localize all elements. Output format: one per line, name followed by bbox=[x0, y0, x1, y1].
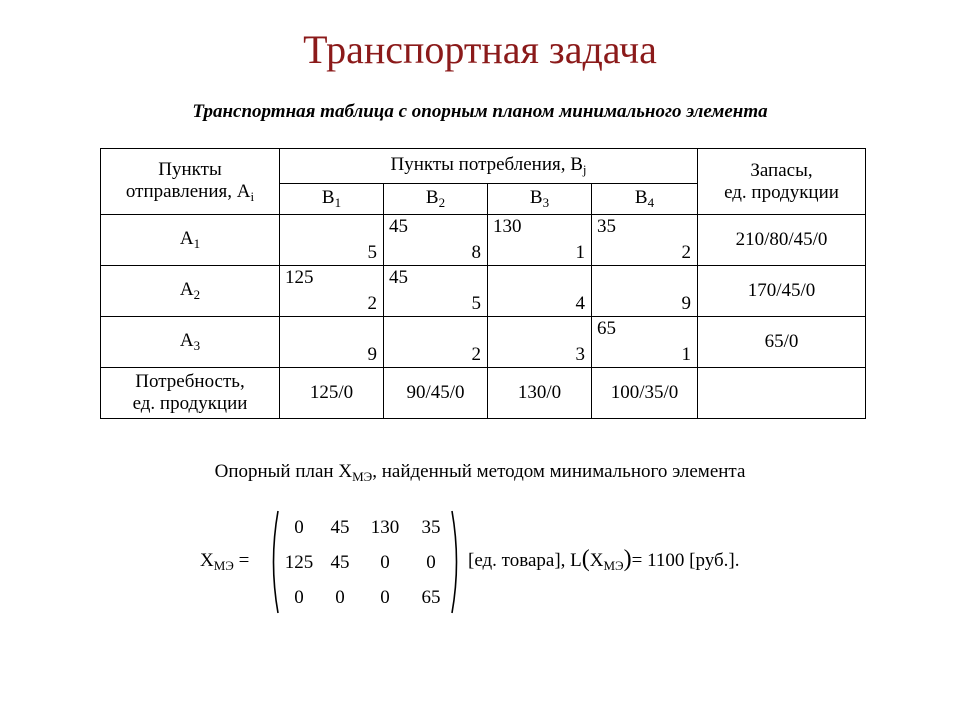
table-row-a3 bbox=[101, 317, 866, 368]
page-title: Транспортная задача bbox=[303, 27, 657, 72]
origin-label-a2: $A_2$ bbox=[101, 266, 280, 317]
formula-lhs: $X_{МЭ}$ = bbox=[200, 550, 250, 573]
table-cell: 65 1 bbox=[592, 317, 698, 368]
table-subtitle: Транспортная таблица с опорным планом минимального элемента bbox=[192, 101, 768, 122]
demand-empty-cell bbox=[698, 368, 866, 419]
matrix-row: 125 45 0 0 bbox=[284, 552, 436, 573]
supply-header: Запасы, ед. продукции bbox=[698, 149, 866, 215]
demand-value: 100/35/0 bbox=[592, 368, 698, 419]
consumer-col-b2: $B_2$ bbox=[384, 184, 488, 215]
origin-label-a3: $A_3$ bbox=[101, 317, 280, 368]
origin-header: Пункты отправления, $A_i$ bbox=[101, 149, 280, 215]
matrix-row: 0 45 130 35 bbox=[294, 517, 441, 538]
table-cell: 45 5 bbox=[384, 266, 488, 317]
demand-value: 90/45/0 bbox=[384, 368, 488, 419]
table-cell: 9 bbox=[280, 317, 384, 368]
table-row-a2 bbox=[101, 266, 866, 317]
supply-value-a1: 210/80/45/0 bbox=[698, 215, 866, 266]
plan-formula bbox=[0, 508, 960, 616]
formula-objective: [ед. товара], $L(X_{МЭ})= 1100$ [руб.]. bbox=[468, 546, 740, 573]
plan-caption: Опорный план $X_{МЭ}$, найденный методом минимального элемента bbox=[214, 461, 746, 484]
consumer-col-b1: $B_1$ bbox=[280, 184, 384, 215]
table-cell: 4 bbox=[488, 266, 592, 317]
table-cell: 3 bbox=[488, 317, 592, 368]
consumer-col-b3: $B_3$ bbox=[488, 184, 592, 215]
supply-value-a2: 170/45/0 bbox=[698, 266, 866, 317]
consumers-header: Пункты потребления, $B_j$ bbox=[280, 149, 698, 184]
table-cell: 35 2 bbox=[592, 215, 698, 266]
consumer-col-b4: $B_4$ bbox=[592, 184, 698, 215]
supply-value-a3: 65/0 bbox=[698, 317, 866, 368]
plan-matrix bbox=[266, 508, 464, 616]
table-cell: 130 1 bbox=[488, 215, 592, 266]
transport-table bbox=[100, 148, 866, 419]
demand-row bbox=[101, 368, 866, 419]
demand-value: 125/0 bbox=[280, 368, 384, 419]
table-row-a1 bbox=[101, 215, 866, 266]
table-cell: 125 2 bbox=[280, 266, 384, 317]
table-cell: 5 bbox=[280, 215, 384, 266]
demand-value: 130/0 bbox=[488, 368, 592, 419]
matrix-row: 0 0 0 65 bbox=[294, 587, 441, 608]
origin-label-a1: $A_1$ bbox=[101, 215, 280, 266]
table-cell: 45 8 bbox=[384, 215, 488, 266]
table-cell: 2 bbox=[384, 317, 488, 368]
demand-label: Потребность, ед. продукции bbox=[101, 368, 280, 419]
table-cell: 9 bbox=[592, 266, 698, 317]
